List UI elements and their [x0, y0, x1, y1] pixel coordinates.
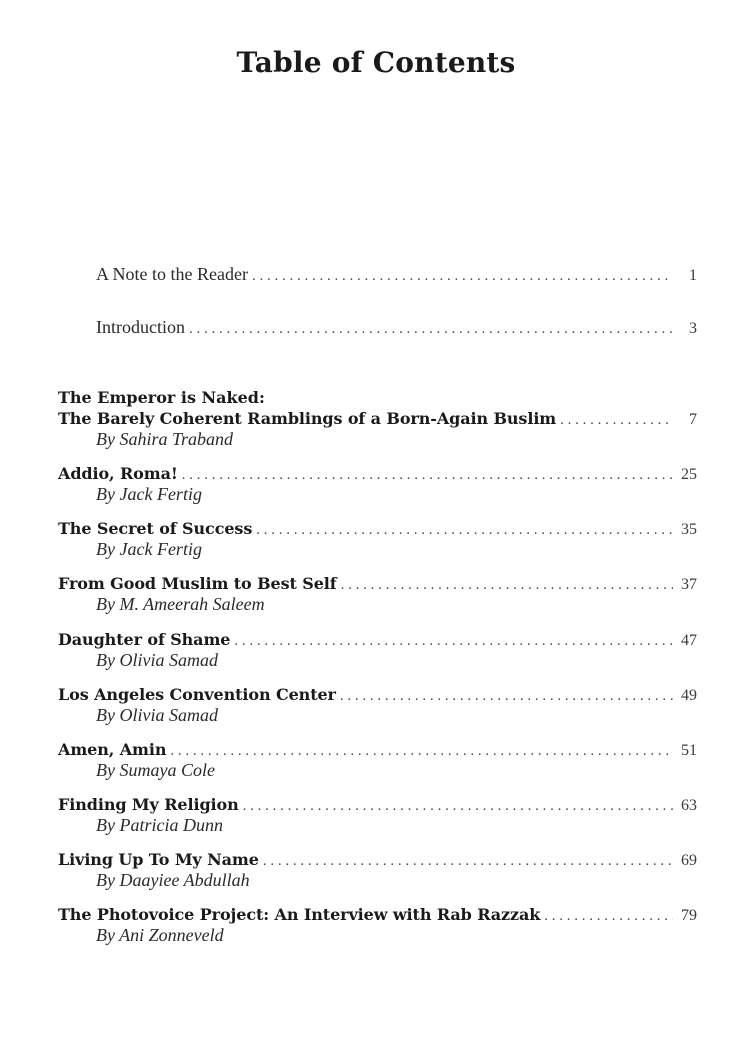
- toc-entry-title: Amen, Amin: [58, 740, 167, 759]
- toc-page-number: 51: [681, 742, 697, 759]
- toc-page-number: 79: [681, 907, 697, 924]
- toc-entry-label: Introduction: [96, 317, 185, 337]
- toc-page-number: 35: [681, 521, 697, 538]
- toc-entry-title: Addio, Roma!: [58, 464, 178, 483]
- dot-leader: [256, 522, 673, 539]
- dot-leader: [252, 268, 673, 285]
- toc-entry-title: Finding My Religion: [58, 795, 239, 814]
- toc-entry-addio-roma[interactable]: [58, 464, 697, 484]
- dot-leader: [189, 321, 673, 338]
- toc-entry-author: By Jack Fertig: [96, 484, 202, 504]
- toc-entry-title: The Barely Coherent Ramblings of a Born-Again Buslim: [58, 409, 557, 428]
- dot-leader: [263, 853, 673, 870]
- toc-entry-author: By Sahira Traband: [96, 429, 234, 449]
- toc-page-number: 63: [681, 797, 697, 814]
- toc-page-number: 7: [689, 411, 697, 428]
- toc-entry-good-muslim-best-self[interactable]: [58, 574, 697, 594]
- toc-entry-author: By Patricia Dunn: [96, 815, 223, 835]
- toc-entry-author: By Jack Fertig: [96, 539, 202, 559]
- toc-entry-title: Daughter of Shame: [58, 630, 231, 649]
- toc-page-number: 25: [681, 466, 697, 483]
- toc-page-number: 37: [681, 576, 697, 593]
- toc-entry-title: From Good Muslim to Best Self: [58, 574, 337, 593]
- dot-leader: [243, 798, 673, 815]
- dot-leader: [234, 633, 673, 650]
- toc-entry-introduction[interactable]: [96, 317, 697, 338]
- toc-entry-daughter-of-shame[interactable]: [58, 630, 697, 650]
- dot-leader: [341, 577, 673, 594]
- toc-entry-label: A Note to the Reader: [96, 264, 248, 284]
- toc-entry-secret-of-success[interactable]: [58, 519, 697, 539]
- page-title: Table of Contents: [236, 46, 516, 79]
- toc-entry-la-convention-center[interactable]: [58, 685, 697, 705]
- toc-entry-finding-my-religion[interactable]: [58, 795, 697, 815]
- toc-entry-note-to-reader[interactable]: [96, 264, 697, 285]
- toc-entry-author: By Daayiee Abdullah: [96, 870, 250, 890]
- toc-entry-title: Los Angeles Convention Center: [58, 685, 336, 704]
- toc-entry-title: Living Up To My Name: [58, 850, 259, 869]
- toc-page-number: 49: [681, 687, 697, 704]
- toc-page-number: 1: [689, 267, 697, 284]
- toc-entry-author: By M. Ameerah Saleem: [96, 594, 265, 614]
- dot-leader: [170, 743, 673, 760]
- toc-entry-author: By Sumaya Cole: [96, 760, 215, 780]
- dot-leader: [340, 688, 673, 705]
- toc-page-number: 3: [689, 320, 697, 337]
- toc-page-number: 47: [681, 632, 697, 649]
- toc-entry-photovoice-project[interactable]: [58, 905, 697, 925]
- toc-entry-amen-amin[interactable]: [58, 740, 697, 760]
- toc-entry-author: By Olivia Samad: [96, 650, 218, 670]
- toc-entry-emperor-is-naked[interactable]: [58, 409, 697, 429]
- dot-leader: [544, 908, 673, 925]
- dot-leader: [182, 467, 673, 484]
- toc-entry-title-line1: The Emperor is Naked:: [58, 388, 265, 407]
- toc-entry-title: The Photovoice Project: An Interview with Rab Razzak: [58, 905, 541, 924]
- dot-leader: [560, 412, 673, 429]
- toc-page-number: 69: [681, 852, 697, 869]
- toc-entry-living-up-to-my-name[interactable]: [58, 850, 697, 870]
- toc-entry-author: By Olivia Samad: [96, 705, 218, 725]
- toc-entry-title: The Secret of Success: [58, 519, 253, 538]
- toc-entry-author: By Ani Zonneveld: [96, 925, 224, 945]
